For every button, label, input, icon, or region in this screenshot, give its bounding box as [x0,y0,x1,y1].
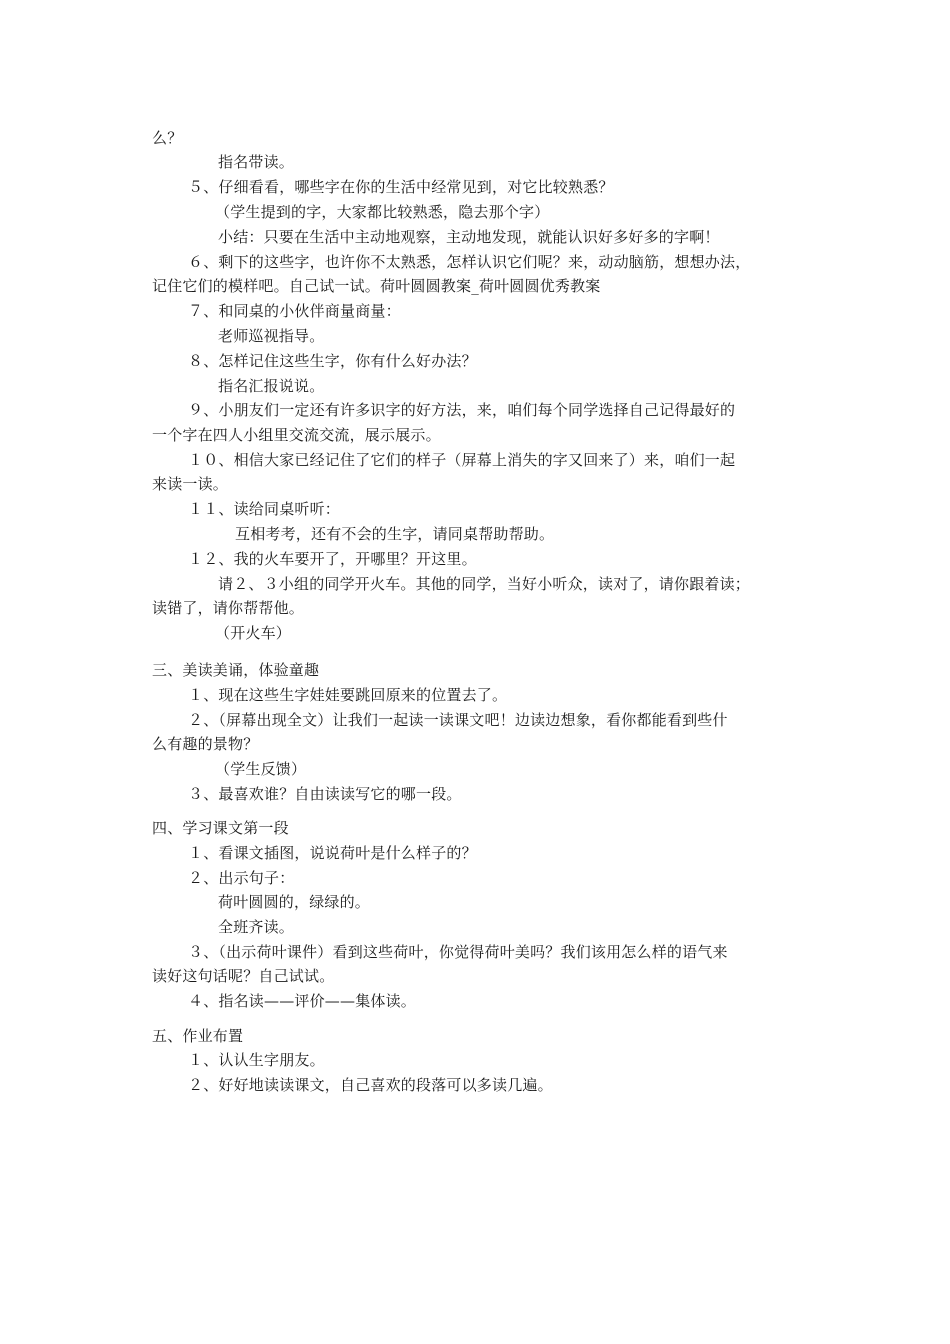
text-line: １２、我的火车要开了，开哪里？开这里。 [188,550,477,568]
text-line: 读好这句话呢？自己试试。 [152,967,335,985]
text-line: 读错了，请你帮帮他。 [152,599,305,617]
text-line: （学生提到的字，大家都比较熟悉，隐去那个字） [215,203,550,221]
text-line: １、看课文插图，说说荷叶是什么样子的？ [188,844,477,862]
text-line: １１、读给同桌听听： [188,500,341,518]
text-line: ８、怎样记住这些生字，你有什么好办法？ [188,352,477,370]
text-line: ２、（屏幕出现全文）让我们一起读一读课文吧！边读边想象，看你都能看到些什 [188,711,728,729]
text-line: （学生反馈） [215,760,307,778]
text-line: ９、小朋友们一定还有许多识字的好方法，来，咱们每个同学选择自己记得最好的 [188,401,736,419]
text-line: 互相考考，还有不会的生字，请同桌帮助帮助。 [235,525,555,543]
text-line: 小结：只要在生活中主动地观察，主动地发现，就能认识好多好多的字啊！ [218,228,720,246]
text-line: 指名汇报说说。 [218,377,325,395]
text-line: 记住它们的模样吧。自己试一试。荷叶圆圆教案_荷叶圆圆优秀教案 [152,277,601,295]
text-line: ３、最喜欢谁？自由读读写它的哪一段。 [188,785,462,803]
text-line: 一个字在四人小组里交流交流，展示展示。 [152,426,441,444]
text-line: 荷叶圆圆的，绿绿的。 [218,893,371,911]
text-line: 老师巡视指导。 [218,327,325,345]
section-heading: 三、美读美诵，体验童趣 [152,661,320,679]
text-line: ２、好好地读读课文，自己喜欢的段落可以多读几遍。 [188,1076,553,1094]
text-line: １、现在这些生字娃娃要跳回原来的位置去了。 [188,686,508,704]
text-line: 请２、３小组的同学开火车。其他的同学，当好小听众，读对了，请你跟着读； [218,575,751,593]
text-line: 么？ [152,129,183,147]
text-line: １０、相信大家已经记住了它们的样子（屏幕上消失的字又回来了）来，咱们一起 [188,451,736,469]
section-heading: 四、学习课文第一段 [152,819,289,837]
text-line: ４、指名读——评价——集体读。 [188,992,417,1010]
text-line: ７、和同桌的小伙伴商量商量： [188,302,401,320]
text-line: ５、仔细看看，哪些字在你的生活中经常见到，对它比较熟悉？ [188,178,614,196]
text-line: ３、（出示荷叶课件）看到这些荷叶，你觉得荷叶美吗？我们该用怎么样的语气来 [188,943,728,961]
text-line: （开火车） [215,624,292,642]
text-line: ６、剩下的这些字，也许你不太熟悉，怎样认识它们呢？来，动动脑筋，想想办法， [188,253,751,271]
section-heading: 五、作业布置 [152,1027,244,1045]
text-line: ２、出示句子： [188,869,295,887]
text-line: 指名带读。 [218,153,295,171]
text-line: １、认认生字朋友。 [188,1051,325,1069]
text-line: 来读一读。 [152,475,229,493]
text-line: 全班齐读。 [218,918,295,936]
text-line: 么有趣的景物？ [152,735,259,753]
